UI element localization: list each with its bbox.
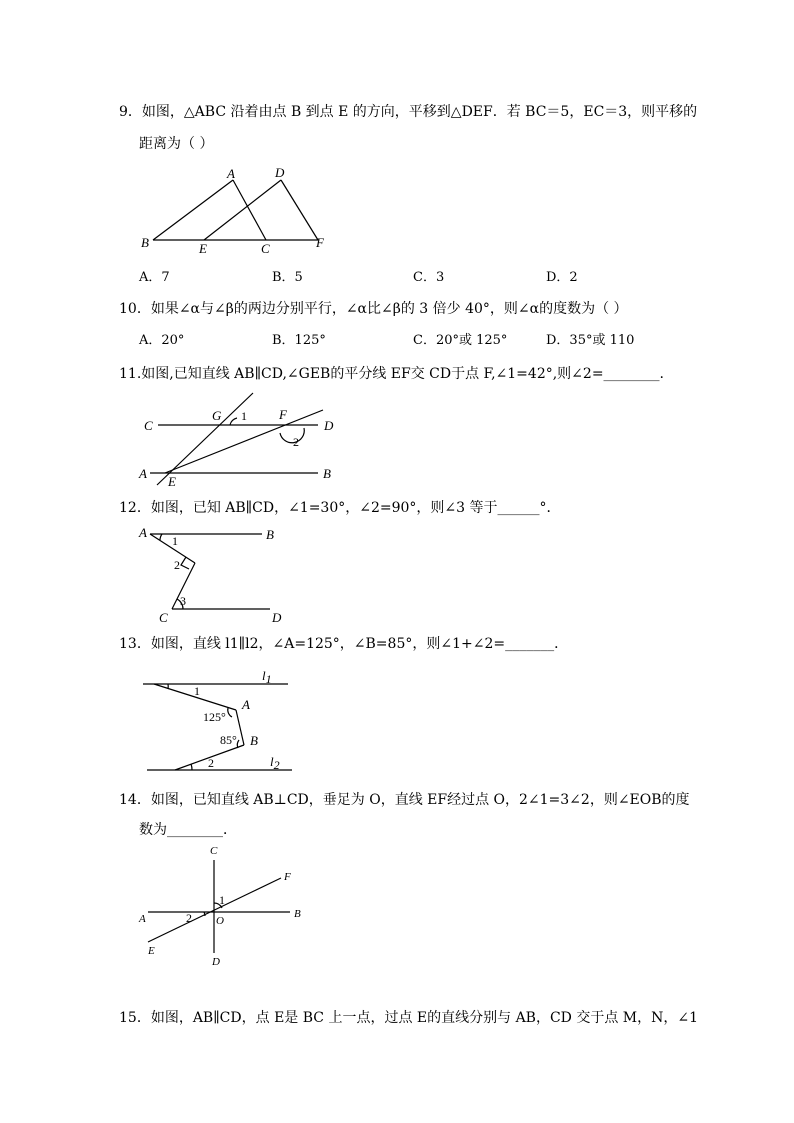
q12-angle-3: 3 <box>180 594 186 608</box>
q14-label-b: B <box>294 908 301 920</box>
q9-option-d[interactable]: D．2 <box>546 270 578 285</box>
q10-option-b[interactable]: B．125° <box>272 333 326 348</box>
q9-option-a[interactable]: A．7 <box>139 270 170 285</box>
q14-label-f: F <box>284 871 291 883</box>
q13-text-line1: 13．如图，直线 l1∥l2，∠A=125°，∠B=85°，则∠1+∠2=_______． <box>119 636 569 652</box>
q13-angle-125: 125° <box>203 710 226 724</box>
q12-label-d: D <box>272 610 282 625</box>
q11-label-c: C <box>144 418 153 433</box>
q9-label-d: D <box>275 165 285 180</box>
q9-label-e: E <box>199 241 207 256</box>
q11-label-a: A <box>139 466 147 481</box>
q9-option-c[interactable]: C．3 <box>413 270 445 285</box>
q11-label-g: G <box>212 408 222 423</box>
q9-text-line1: 9．如图，△ABC 沿着由点 B 到点 E 的方向，平移到△DEF．若 BC＝5，EC＝3，则平移的 <box>119 104 698 120</box>
q11-angle-1: 1 <box>241 409 247 423</box>
q10-option-c[interactable]: C．20°或 125° <box>413 333 508 348</box>
q12-label-b: B <box>266 527 274 542</box>
q12-label-a: A <box>139 525 147 540</box>
q14-angle-1: 1 <box>219 893 225 907</box>
q11-label-b: B <box>323 466 331 481</box>
q14-label-d: D <box>212 956 220 968</box>
q13-angle-1: 1 <box>194 684 200 698</box>
q11-label-e: E <box>168 474 176 489</box>
q13-label-a: A <box>242 697 250 712</box>
q14-label-o: O <box>216 915 224 927</box>
q9-label-a: A <box>227 166 235 181</box>
q14-label-c: C <box>210 845 218 857</box>
q10-text-line1: 10．如果∠α与∠β的两边分别平行，∠α比∠β的 3 倍少 40°，则∠α的度数为（ ） <box>119 301 628 317</box>
q12-text-line1: 12．如图，已知 AB∥CD，∠1=30°，∠2=90°，则∠3 等于______°． <box>119 500 561 516</box>
q14-text-line1: 14．如图，已知直线 AB⊥CD，垂足为 O，直线 EF经过点 O，2∠1=3∠2，则∠EOB的度 <box>119 792 690 808</box>
q9-label-b: B <box>141 235 149 250</box>
q14-label-a: A <box>139 913 146 925</box>
q10-option-a[interactable]: A．20° <box>139 333 185 348</box>
q9-label-f: F <box>316 235 324 250</box>
q12-label-c: C <box>159 610 168 625</box>
q13-angle-85: 85° <box>220 733 237 747</box>
q13-label-b: B <box>250 733 258 748</box>
q11-angle-2: 2 <box>293 435 299 449</box>
q9-text-line2: 距离为（ ） <box>139 136 214 152</box>
q11-text-line1: 11.如图,已知直线 AB∥CD,∠GEB的平分线 EF交 CD于点 F,∠1=42°,则∠2=________. <box>119 366 664 382</box>
q12-angle-2: 2 <box>174 558 180 572</box>
q14-label-e: E <box>148 945 155 957</box>
q9-option-b[interactable]: B．5 <box>272 270 303 285</box>
q14-angle-2: 2 <box>186 911 192 925</box>
q12-angle-1: 1 <box>172 534 178 548</box>
q13-label-l2: l2 <box>270 754 280 772</box>
q11-label-f: F <box>279 407 287 422</box>
q15-text-line1: 15．如图，AB∥CD，点 E是 BC 上一点，过点 E的直线分别与 AB，CD 交于点 M，N，∠1 <box>119 1010 699 1026</box>
q10-option-d[interactable]: D．35°或 110 <box>546 333 635 348</box>
q13-label-l1: l1 <box>262 668 272 686</box>
q13-angle-2: 2 <box>208 756 214 770</box>
q9-label-c: C <box>261 241 270 256</box>
q11-label-d: D <box>324 418 334 433</box>
q14-text-line2: 数为________． <box>139 822 237 838</box>
